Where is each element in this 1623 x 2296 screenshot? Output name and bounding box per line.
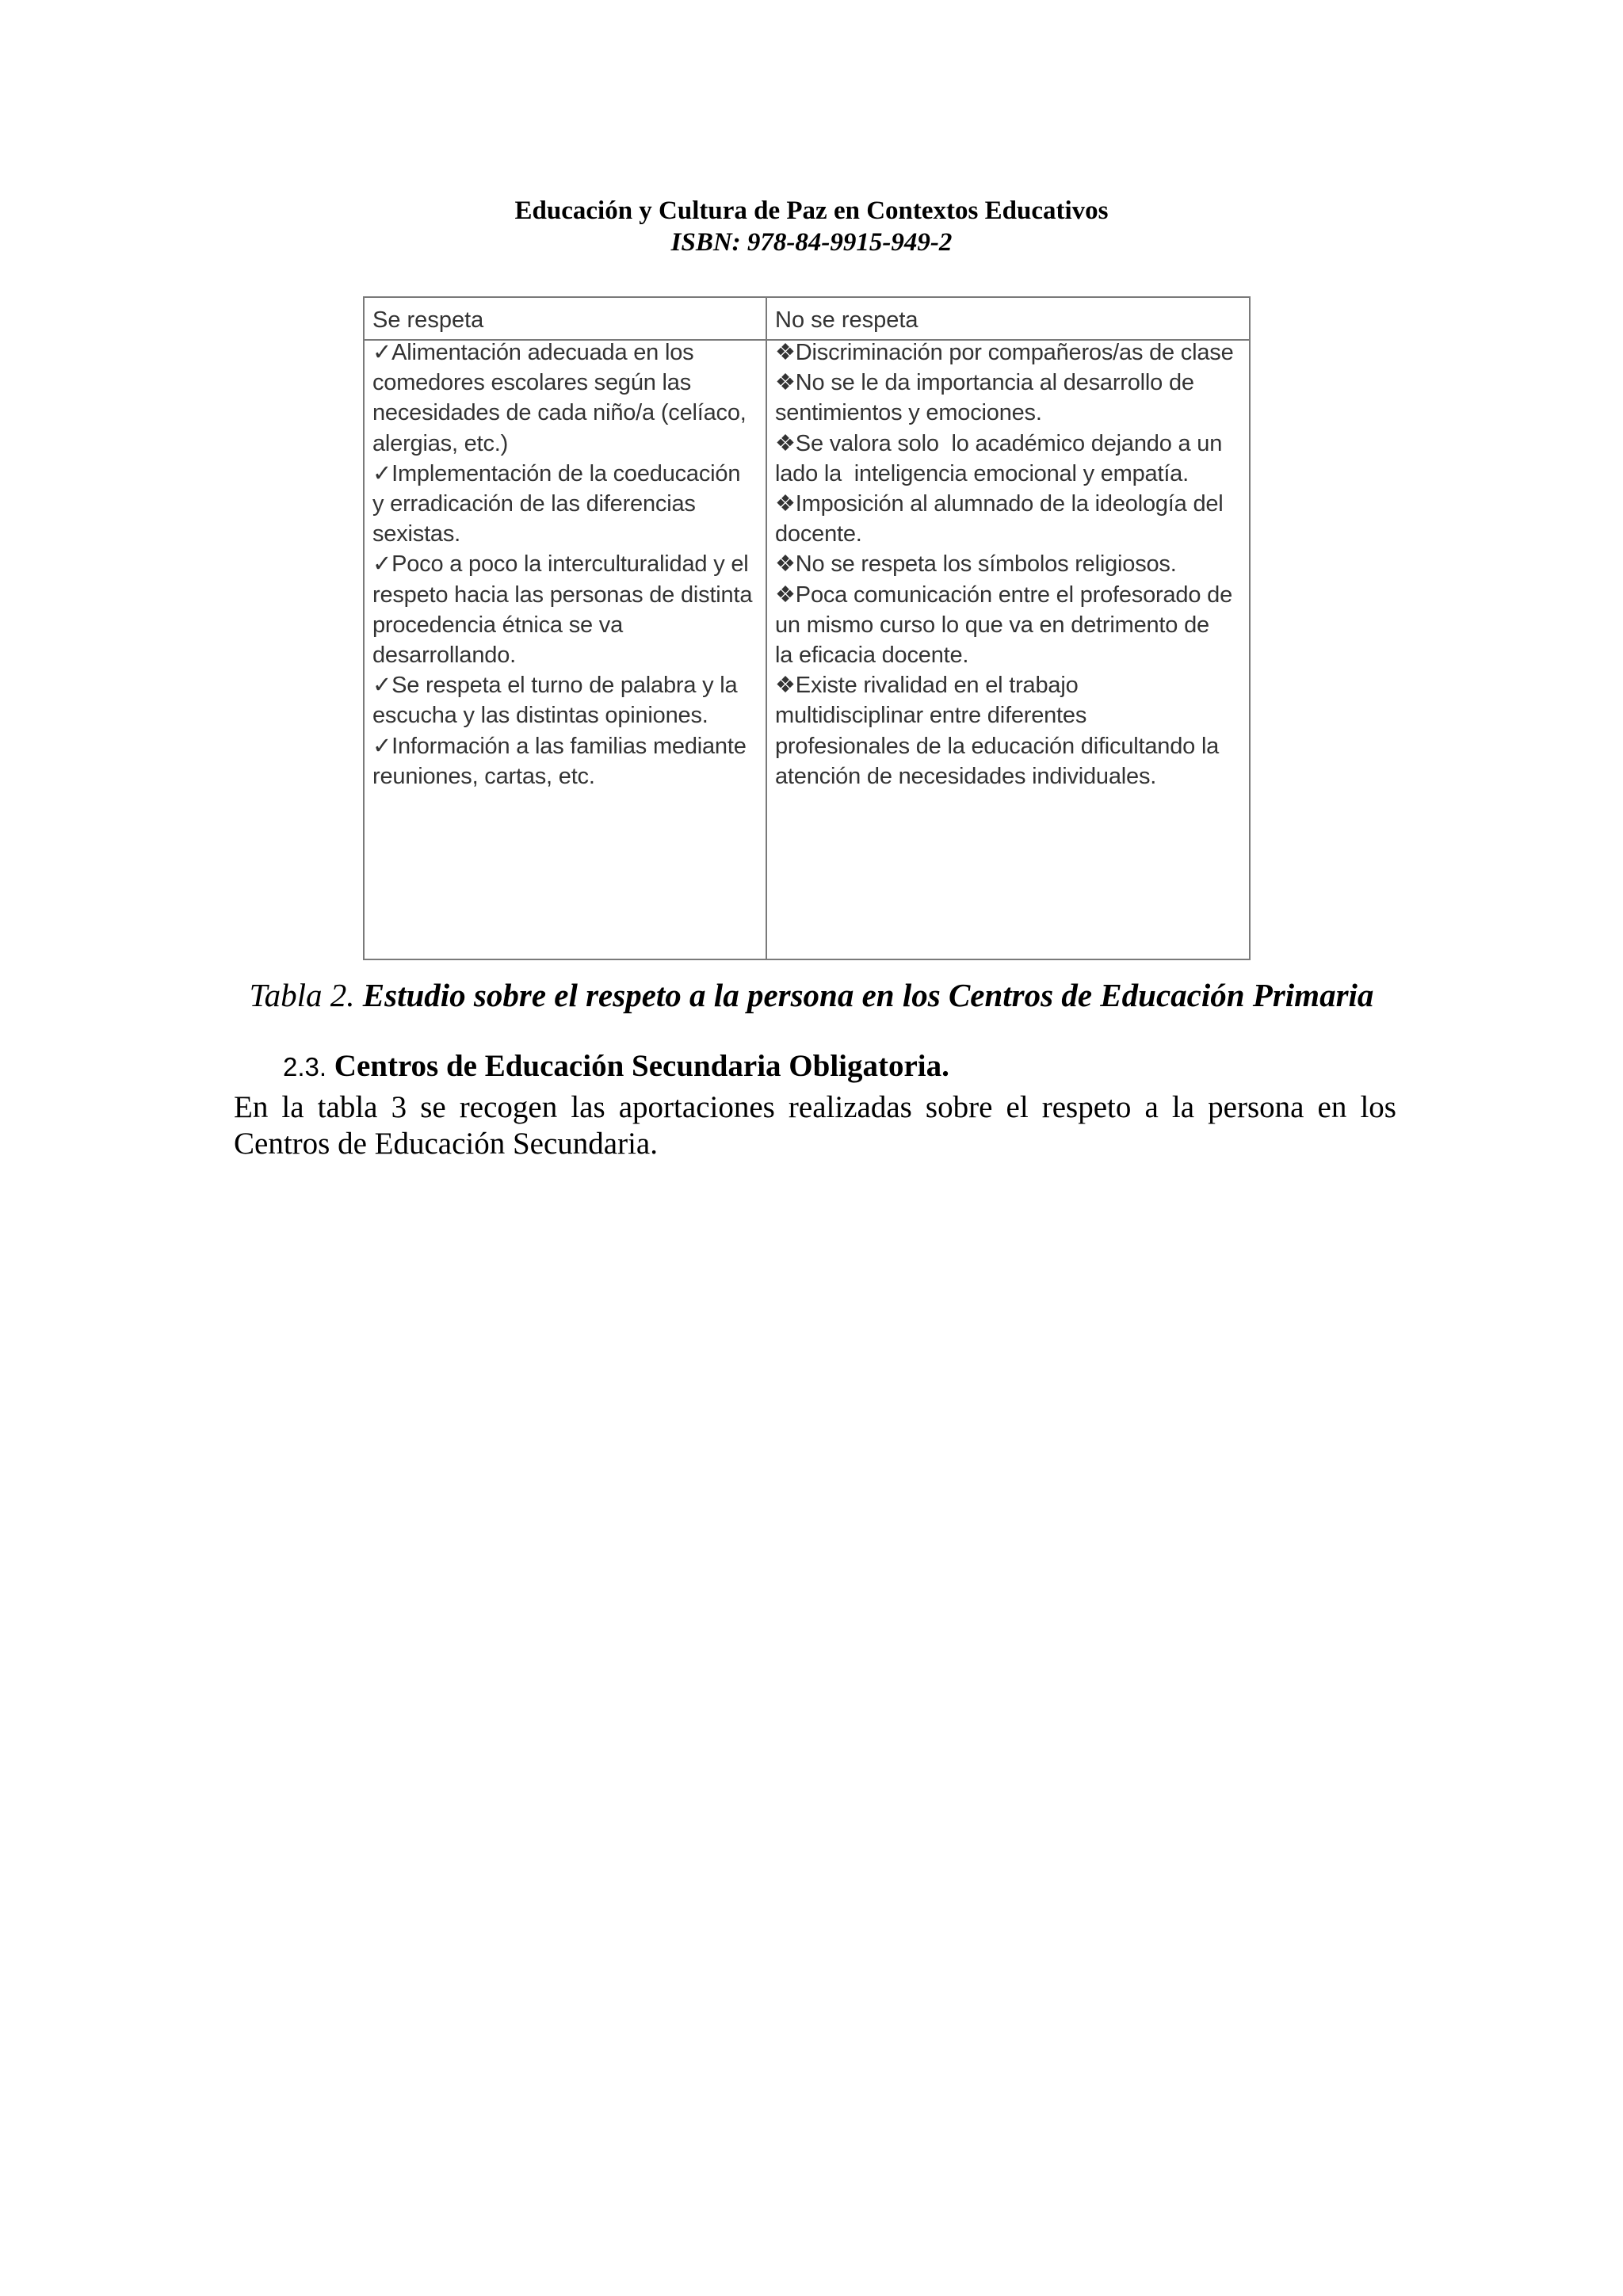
table-line: ❖No se le da importancia al desarrollo de	[775, 370, 1194, 396]
table-line: la eficacia docente.	[775, 643, 969, 669]
table-line: lado la inteligencia emocional y empatía.	[775, 460, 1189, 486]
table-line: ❖Se valora solo lo académico dejando a un	[775, 430, 1223, 456]
table-header-no-se-respeta: No se respeta	[775, 307, 918, 333]
table-line: comedores escolares según las	[372, 370, 692, 396]
table-line: alergias, etc.)	[372, 430, 509, 456]
section-title: Centros de Educación Secundaria Obligatoria.	[334, 1049, 949, 1083]
table-cell-se-respeta	[372, 338, 752, 791]
table-line: sexistas.	[372, 521, 461, 547]
table-line: docente.	[775, 521, 862, 547]
table-line: multidisciplinar entre diferentes	[775, 703, 1087, 729]
table-line: sentimientos y emociones.	[775, 400, 1042, 426]
document-header-title: Educación y Cultura de Paz en Contextos Educativos	[514, 196, 1109, 225]
table-caption	[0, 976, 1623, 1014]
table-line: escucha y las distintas opiniones.	[372, 703, 708, 729]
table-line: reuniones, cartas, etc.	[372, 763, 595, 789]
table-line: ✓Alimentación adecuada en los	[372, 340, 694, 365]
table-line: desarrollando.	[372, 643, 516, 669]
body-paragraph: En la tabla 3 se recogen las aportaciones realizadas sobre el respeto a la persona en los Centros de Educación Secundaria.	[234, 1090, 1396, 1161]
table-header-se-respeta: Se respeta	[372, 307, 484, 333]
section-heading	[283, 1048, 949, 1085]
table-line: atención de necesidades individuales.	[775, 763, 1157, 789]
table-line: necesidades de cada niño/a (celíaco,	[372, 400, 747, 426]
caption-text: Estudio sobre el respeto a la persona en los Centros de Educación Primaria	[362, 977, 1374, 1013]
table-line: profesionales de la educación dificultando la	[775, 733, 1220, 759]
table-image	[363, 296, 1251, 960]
table-line: procedencia étnica se va	[372, 612, 624, 638]
table-line: ✓Información a las familias mediante	[372, 733, 747, 759]
table-line: ❖Discriminación por compañeros/as de clase	[775, 340, 1234, 365]
table-line: ✓Implementación de la coeducación	[372, 460, 741, 486]
document-header-isbn: ISBN: 978-84-9915-949-2	[670, 228, 953, 257]
section-number: 2.3.	[283, 1052, 327, 1081]
caption-label: Tabla 2.	[249, 977, 355, 1013]
table-line: ❖Poca comunicación entre el profesorado de	[775, 582, 1232, 608]
table-line: respeto hacia las personas de distinta	[372, 582, 753, 608]
table-line: ✓Poco a poco la interculturalidad y el	[372, 551, 749, 578]
table-line: ❖No se respeta los símbolos religiosos.	[775, 551, 1177, 578]
table-line: ✓Se respeta el turno de palabra y la	[372, 673, 738, 699]
table-cell-no-se-respeta	[775, 338, 1234, 791]
table-line: un mismo curso lo que va en detrimento de	[775, 612, 1209, 638]
table-line: ❖Imposición al alumnado de la ideología del	[775, 491, 1224, 517]
column-divider	[766, 298, 767, 959]
table-line: ❖Existe rivalidad en el trabajo	[775, 673, 1079, 699]
table-line: y erradicación de las diferencias	[372, 491, 696, 517]
